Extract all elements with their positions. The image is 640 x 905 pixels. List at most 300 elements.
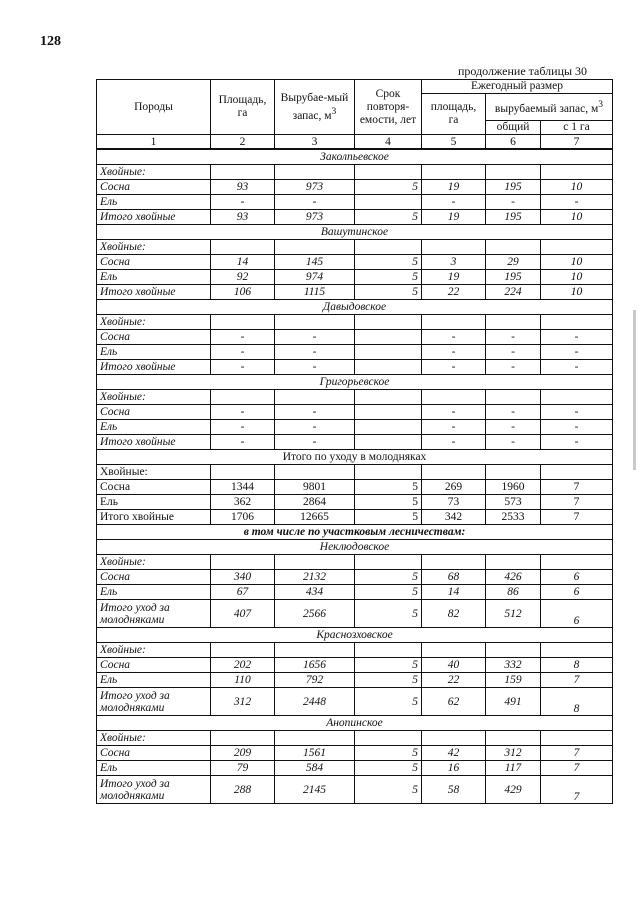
table-cell — [211, 165, 275, 180]
table-cell — [541, 643, 613, 658]
table-row — [97, 570, 613, 585]
table-cell: 5 — [355, 658, 422, 673]
table-cell — [211, 555, 275, 570]
table-cell: 792 — [275, 673, 355, 688]
table-cell — [211, 315, 275, 330]
table-row — [97, 390, 613, 405]
table-cell: 106 — [211, 285, 275, 300]
table-cell: - — [541, 405, 613, 420]
table-body — [97, 149, 613, 804]
table-cell: - — [541, 330, 613, 345]
table-cell: 288 — [211, 776, 275, 804]
table-cell: - — [275, 345, 355, 360]
table-cell: - — [275, 330, 355, 345]
section-title-row — [97, 540, 613, 555]
table-cell: 5 — [355, 585, 422, 600]
table-cell — [355, 390, 422, 405]
table-row — [97, 643, 613, 658]
table-cell: 5 — [355, 761, 422, 776]
table-row — [97, 746, 613, 761]
table-row — [97, 255, 613, 270]
table-cell: 62 — [422, 688, 486, 716]
table-cell: - — [486, 420, 541, 435]
row-label: Хвойные: — [97, 555, 211, 570]
table-row — [97, 330, 613, 345]
table-cell — [486, 555, 541, 570]
table-cell: 7 — [541, 761, 613, 776]
table-cell — [355, 643, 422, 658]
row-label: Хвойные: — [97, 240, 211, 255]
table-cell: 2448 — [275, 688, 355, 716]
table-cell: 407 — [211, 600, 275, 628]
table-cell: 491 — [486, 688, 541, 716]
section-title-row — [97, 450, 613, 465]
table-cell: 8 — [541, 658, 613, 673]
table-row — [97, 420, 613, 435]
table-cell — [541, 315, 613, 330]
row-label: Ель — [97, 270, 211, 285]
table-cell — [355, 555, 422, 570]
table-cell: 224 — [486, 285, 541, 300]
table-cell: 434 — [275, 585, 355, 600]
table-cell: 2145 — [275, 776, 355, 804]
table-cell: 7 — [541, 480, 613, 495]
table-cell: - — [211, 405, 275, 420]
row-label: Сосна — [97, 180, 211, 195]
column-number: 5 — [422, 135, 486, 150]
row-label: Сосна — [97, 658, 211, 673]
row-label: Хвойные: — [97, 165, 211, 180]
table-cell — [541, 465, 613, 480]
table-cell — [541, 240, 613, 255]
table-cell — [486, 643, 541, 658]
table-cell: 68 — [422, 570, 486, 585]
scan-edge-mark — [633, 310, 636, 470]
row-label: Хвойные: — [97, 643, 211, 658]
table-cell: 5 — [355, 180, 422, 195]
table-cell: 2533 — [486, 510, 541, 525]
table-cell: - — [486, 435, 541, 450]
table-cell — [355, 420, 422, 435]
header-total: общий — [486, 121, 541, 135]
table-cell: - — [486, 405, 541, 420]
row-label: Итого хвойные — [97, 210, 211, 225]
table-cell: 6 — [541, 600, 613, 628]
table-cell: - — [211, 195, 275, 210]
row-label: Итого хвойные — [97, 360, 211, 375]
row-label: Сосна — [97, 570, 211, 585]
table-row — [97, 345, 613, 360]
table-cell: 974 — [275, 270, 355, 285]
table-cell: 2566 — [275, 600, 355, 628]
table-cell: 2132 — [275, 570, 355, 585]
table-row — [97, 480, 613, 495]
table-cell: - — [422, 330, 486, 345]
table-cell: 1344 — [211, 480, 275, 495]
header-period: Срок повторя-емости, лет — [355, 80, 422, 135]
table-cell: 5 — [355, 480, 422, 495]
table-cell: 312 — [211, 688, 275, 716]
row-label: Итого хвойные — [97, 435, 211, 450]
table-cell — [541, 731, 613, 746]
table-cell — [486, 315, 541, 330]
table-cell: 22 — [422, 285, 486, 300]
table-cell: 29 — [486, 255, 541, 270]
section-title: Вашутинское — [97, 225, 613, 240]
table-cell: 19 — [422, 180, 486, 195]
table-row — [97, 270, 613, 285]
table-cell: 5 — [355, 600, 422, 628]
table-cell: 7 — [541, 746, 613, 761]
table-cell: 8 — [541, 688, 613, 716]
table-cell: 1706 — [211, 510, 275, 525]
table-cell: - — [422, 435, 486, 450]
header-stock-text: Вырубае-мый запас, м — [280, 91, 349, 122]
table-cell — [422, 165, 486, 180]
table-cell: 22 — [422, 673, 486, 688]
table-cell — [211, 465, 275, 480]
table-cell: 973 — [275, 210, 355, 225]
table-cell: 5 — [355, 746, 422, 761]
table-cell: 10 — [541, 210, 613, 225]
row-label: Сосна — [97, 480, 211, 495]
section-title-row — [97, 375, 613, 390]
table-row — [97, 510, 613, 525]
table-cell — [275, 465, 355, 480]
table-cell — [541, 555, 613, 570]
table-cell: - — [211, 360, 275, 375]
header-annual-stock-text: вырубаемый запас, м — [494, 102, 599, 115]
table-cell: 10 — [541, 285, 613, 300]
table-cell: 195 — [486, 180, 541, 195]
table-cell: - — [541, 420, 613, 435]
table-cell — [275, 731, 355, 746]
table-cell: 117 — [486, 761, 541, 776]
table-row — [97, 180, 613, 195]
table-cell — [355, 405, 422, 420]
table-cell: 110 — [211, 673, 275, 688]
row-label: Итого хвойные — [97, 510, 211, 525]
header-annual-stock-sup: 3 — [598, 99, 604, 111]
table-row — [97, 761, 613, 776]
table-cell — [541, 390, 613, 405]
table-cell: - — [275, 435, 355, 450]
table-cell: 19 — [422, 210, 486, 225]
row-label: Хвойные: — [97, 465, 211, 480]
table-cell — [355, 465, 422, 480]
table-cell: 973 — [275, 180, 355, 195]
table-cell: 195 — [486, 270, 541, 285]
table-row — [97, 405, 613, 420]
table-cell: 342 — [422, 510, 486, 525]
table-cell — [422, 390, 486, 405]
table-cell: 10 — [541, 270, 613, 285]
header-per-ha: с 1 га — [541, 121, 613, 135]
table-cell — [355, 360, 422, 375]
table-row — [97, 495, 613, 510]
section-title-row — [97, 525, 613, 540]
table-cell: 5 — [355, 688, 422, 716]
table-cell: 42 — [422, 746, 486, 761]
table-cell: - — [211, 420, 275, 435]
table-cell: 6 — [541, 570, 613, 585]
table-cell — [355, 240, 422, 255]
row-label: Ель — [97, 495, 211, 510]
table-cell: 7 — [541, 673, 613, 688]
table-cell: 1115 — [275, 285, 355, 300]
table-cell: 3 — [422, 255, 486, 270]
row-label: Сосна — [97, 330, 211, 345]
section-title: в том числе по участковым лесничествам: — [97, 525, 613, 540]
header-breed: Породы — [97, 80, 211, 135]
row-label: Сосна — [97, 255, 211, 270]
table-cell: 5 — [355, 673, 422, 688]
table-cell: - — [541, 360, 613, 375]
table-cell: - — [541, 195, 613, 210]
table-row — [97, 658, 613, 673]
table-row — [97, 435, 613, 450]
table-cell: 5 — [355, 255, 422, 270]
table-cell — [211, 390, 275, 405]
table-row — [97, 210, 613, 225]
column-number: 4 — [355, 135, 422, 150]
table-cell — [211, 240, 275, 255]
table-cell: 82 — [422, 600, 486, 628]
table-cell: 202 — [211, 658, 275, 673]
table-caption: продолжение таблицы 30 — [458, 64, 588, 78]
table-cell: 5 — [355, 776, 422, 804]
section-title-row — [97, 716, 613, 731]
row-label: Хвойные: — [97, 315, 211, 330]
table-cell: - — [275, 360, 355, 375]
table-cell: 145 — [275, 255, 355, 270]
row-label: Ель — [97, 420, 211, 435]
table-cell: 73 — [422, 495, 486, 510]
table-cell: - — [422, 405, 486, 420]
row-label: Итого уход за молодняками — [97, 776, 211, 804]
row-label: Сосна — [97, 405, 211, 420]
table-cell — [355, 345, 422, 360]
table-cell: 195 — [486, 210, 541, 225]
row-label: Итого уход за молодняками — [97, 600, 211, 628]
table-cell — [275, 315, 355, 330]
column-number: 3 — [275, 135, 355, 150]
section-title-row — [97, 628, 613, 643]
row-label: Ель — [97, 195, 211, 210]
table-row — [97, 285, 613, 300]
table-cell: 7 — [541, 776, 613, 804]
table-cell: 14 — [422, 585, 486, 600]
table-cell: 5 — [355, 270, 422, 285]
table-cell: 9801 — [275, 480, 355, 495]
header-annual-stock — [486, 94, 613, 121]
table-cell: 512 — [486, 600, 541, 628]
table-cell — [422, 465, 486, 480]
section-title: Давыдовское — [97, 300, 613, 315]
table-cell: 67 — [211, 585, 275, 600]
table-cell — [275, 643, 355, 658]
forest-table — [96, 79, 613, 804]
row-label: Хвойные: — [97, 390, 211, 405]
table-cell — [355, 315, 422, 330]
header-stock-sup: 3 — [331, 105, 337, 117]
table-cell — [486, 165, 541, 180]
table-cell: - — [211, 330, 275, 345]
table-cell — [422, 555, 486, 570]
table-cell: - — [211, 435, 275, 450]
table-cell: 209 — [211, 746, 275, 761]
table-row — [97, 315, 613, 330]
table-cell: 12665 — [275, 510, 355, 525]
header-annual-area: площадь, га — [422, 94, 486, 135]
table-cell: 1656 — [275, 658, 355, 673]
table-cell — [211, 731, 275, 746]
table-cell: 86 — [486, 585, 541, 600]
table-row — [97, 360, 613, 375]
table-cell: - — [486, 330, 541, 345]
row-label: Сосна — [97, 746, 211, 761]
table-cell — [211, 643, 275, 658]
table-cell: 1960 — [486, 480, 541, 495]
table-cell: 79 — [211, 761, 275, 776]
table-row — [97, 165, 613, 180]
table-cell: - — [486, 345, 541, 360]
table-cell: 429 — [486, 776, 541, 804]
table-cell: 332 — [486, 658, 541, 673]
table-cell: 58 — [422, 776, 486, 804]
table-cell: 426 — [486, 570, 541, 585]
table-row — [97, 585, 613, 600]
table-cell: 93 — [211, 180, 275, 195]
section-title: Итого по уходу в молодняках — [97, 450, 613, 465]
table-cell: 5 — [355, 495, 422, 510]
table-cell: 1561 — [275, 746, 355, 761]
table-cell: 92 — [211, 270, 275, 285]
table-cell: 6 — [541, 585, 613, 600]
section-title: Краснозховское — [97, 628, 613, 643]
table-cell — [486, 465, 541, 480]
table-cell: 14 — [211, 255, 275, 270]
table-cell — [486, 390, 541, 405]
section-title: Григорьевское — [97, 375, 613, 390]
column-number: 1 — [97, 135, 211, 150]
table-cell — [275, 165, 355, 180]
page-number: 128 — [40, 34, 61, 49]
header-area: Площадь, га — [211, 80, 275, 135]
table-row — [97, 600, 613, 628]
table-cell — [355, 731, 422, 746]
header-annual: Ежегодный размер — [422, 80, 613, 94]
row-label: Ель — [97, 345, 211, 360]
table-cell: 2864 — [275, 495, 355, 510]
table-cell: 7 — [541, 510, 613, 525]
table-row — [97, 195, 613, 210]
table-cell: 5 — [355, 285, 422, 300]
column-number: 6 — [486, 135, 541, 150]
table-cell — [355, 195, 422, 210]
table-row — [97, 465, 613, 480]
table-cell: - — [275, 195, 355, 210]
row-label: Хвойные: — [97, 731, 211, 746]
table-cell: 5 — [355, 510, 422, 525]
table-row — [97, 240, 613, 255]
table-cell — [275, 240, 355, 255]
column-numbers-row — [97, 135, 613, 150]
table-cell — [486, 240, 541, 255]
table-cell — [355, 330, 422, 345]
row-label: Ель — [97, 673, 211, 688]
row-label: Ель — [97, 585, 211, 600]
table-cell: 312 — [486, 746, 541, 761]
table-cell: - — [422, 195, 486, 210]
table-cell: - — [275, 420, 355, 435]
table-cell: - — [275, 405, 355, 420]
table-cell — [275, 390, 355, 405]
table-cell: 5 — [355, 210, 422, 225]
table-cell: 10 — [541, 180, 613, 195]
section-title-row — [97, 149, 613, 165]
header-stock — [275, 80, 355, 135]
table-row — [97, 776, 613, 804]
table-cell: 19 — [422, 270, 486, 285]
table-cell — [422, 240, 486, 255]
table-cell: - — [211, 345, 275, 360]
table-cell: 93 — [211, 210, 275, 225]
table-cell: 573 — [486, 495, 541, 510]
table-cell: 7 — [541, 495, 613, 510]
column-number: 7 — [541, 135, 613, 150]
section-title: Заколпьевское — [97, 149, 613, 165]
row-label: Ель — [97, 761, 211, 776]
table-cell: - — [486, 360, 541, 375]
table-cell: 40 — [422, 658, 486, 673]
table-cell: 16 — [422, 761, 486, 776]
column-number: 2 — [211, 135, 275, 150]
table-cell: - — [541, 345, 613, 360]
table-cell: - — [541, 435, 613, 450]
table-cell: 340 — [211, 570, 275, 585]
table-row — [97, 731, 613, 746]
table-cell: - — [422, 345, 486, 360]
table-cell: - — [486, 195, 541, 210]
table-cell — [422, 731, 486, 746]
table-row — [97, 688, 613, 716]
table-cell: - — [422, 420, 486, 435]
table-cell: 5 — [355, 570, 422, 585]
table-row — [97, 555, 613, 570]
section-title-row — [97, 225, 613, 240]
table-cell — [355, 165, 422, 180]
table-cell — [422, 643, 486, 658]
table-cell: 584 — [275, 761, 355, 776]
row-label: Итого хвойные — [97, 285, 211, 300]
section-title: Неклюдовское — [97, 540, 613, 555]
table-cell — [422, 315, 486, 330]
table-cell — [355, 435, 422, 450]
table-cell: 159 — [486, 673, 541, 688]
section-title-row — [97, 300, 613, 315]
row-label: Итого уход за молодняками — [97, 688, 211, 716]
table-cell — [486, 731, 541, 746]
table-cell: 269 — [422, 480, 486, 495]
table-row — [97, 673, 613, 688]
table-cell — [275, 555, 355, 570]
table-cell: - — [422, 360, 486, 375]
table-cell: 362 — [211, 495, 275, 510]
table-cell — [541, 165, 613, 180]
section-title: Анопинское — [97, 716, 613, 731]
table-cell: 10 — [541, 255, 613, 270]
